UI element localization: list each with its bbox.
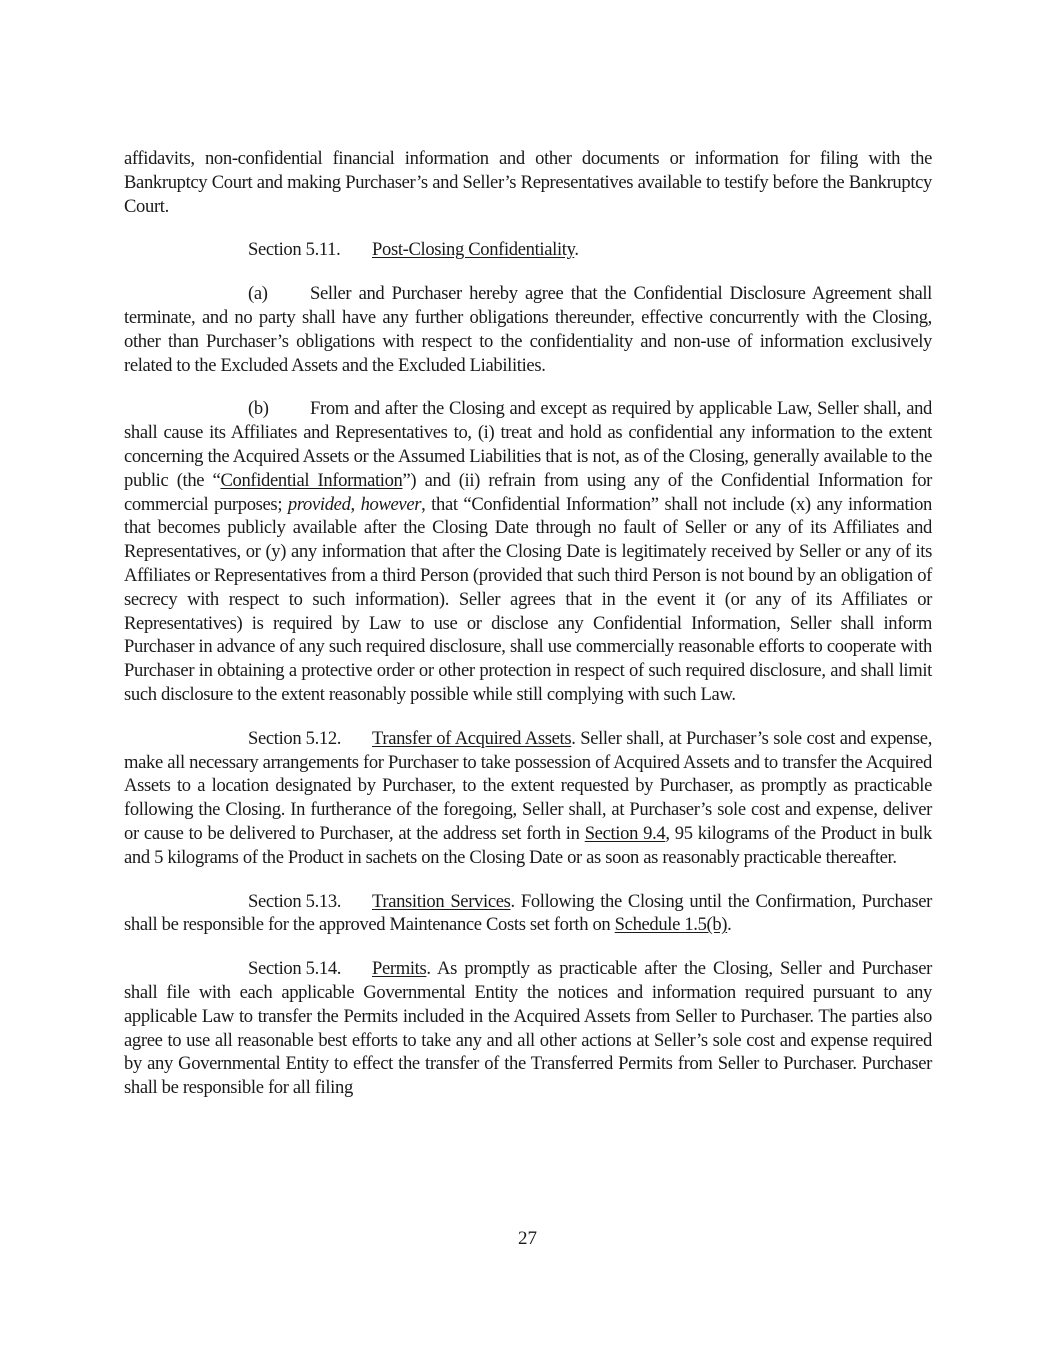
section-title: Transition Services bbox=[372, 890, 511, 912]
section-title: Post-Closing Confidentiality bbox=[372, 239, 575, 261]
clause-text: ”) and (ii) refrain from using any of the Confidential Information for commercial purposes; bbox=[124, 469, 932, 515]
schedule-reference-link[interactable]: Schedule 1.5(b) bbox=[614, 914, 728, 936]
section-title: Transfer of Acquired Assets bbox=[372, 727, 572, 749]
clause-text: , that “Confidential Information” shall not include (x) any information that becomes publicly available after the Closing Date through no fault of Seller or any of its Affiliates and Representatives, or (y) any information that after the Closing Date is legitimately received by Seller or any of its Affiliates or Representatives from a third Person (provided that such third Person is not bound by an obligation of secrecy with respect to such information). Seller agrees that in the event it (or any of its Affiliates or Representatives) is required by Law to use or disclose any Confidential Information, Seller shall inform Purchaser in advance of any such required disclosure, shall use commercially reasonable efforts to cooperate with Purchaser in obtaining a protective order or other protection in respect of such required disclosure, and shall limit such disclosure to the extent reasonably possible while still complying with such Law. bbox=[124, 493, 932, 705]
document-page bbox=[124, 147, 932, 1100]
section-text: , 95 kilograms of the Product in bulk and 5 kilograms of the Product in sachets on the Closing Date or as soon as reasonably practicable thereafter. bbox=[124, 822, 932, 868]
section-5-13 bbox=[124, 890, 932, 938]
defined-term: Confidential Information bbox=[220, 469, 403, 491]
section-5-11-b bbox=[124, 397, 932, 706]
section-5-11-heading bbox=[124, 238, 932, 262]
italic-term: provided bbox=[287, 493, 351, 515]
clause-label: (b) bbox=[248, 398, 269, 420]
clause-text: Seller and Purchaser hereby agree that the Confidential Disclosure Agreement shall terminate, and no party shall have any further obligations thereunder, effective concurrently with the Closing, other than Purchaser’s obligations with respect to the confidentiality and non-use of information exclusively related to the Excluded Assets and the Excluded Liabilities. bbox=[124, 283, 932, 376]
punctuation: . bbox=[574, 239, 579, 261]
italic-term: however bbox=[360, 493, 422, 515]
section-number: Section 5.12. bbox=[248, 727, 342, 749]
section-number: Section 5.13. bbox=[248, 890, 342, 912]
section-5-11-a bbox=[124, 282, 932, 377]
page-number: 27 bbox=[518, 1228, 537, 1249]
punctuation: . bbox=[727, 914, 732, 936]
clause-text: From and after the Closing and except as required by applicable Law, Seller shall, and shall cause its Affiliates and Representatives to, (i) treat and hold as confidential any information to the extent concerning the Acquired Assets or the Assumed Liabilities that is not, as of the Closing, generally available to the public (the “ bbox=[124, 398, 932, 491]
continuation-paragraph: affidavits, non-confidential financial information and other documents or information for filing with the Bankruptcy Court and making Purchaser’s and Seller’s Representatives available to testify before the Bankruptcy Court. bbox=[124, 148, 932, 217]
section-text: . Seller shall, at Purchaser’s sole cost and expense, make all necessary arrangements for Purchaser to take possession of Acquired Assets and to transfer the Acquired Assets to a location designated by Purchaser, to the extent requested by Purchaser, as promptly as practicable following the Closing. In furtherance of the foregoing, Seller shall, at Purchaser’s sole cost and expense, deliver or cause to be delivered to Purchaser, at the address set forth in bbox=[124, 727, 932, 844]
clause-label: (a) bbox=[248, 283, 268, 305]
section-text: . As promptly as practicable after the Closing, Seller and Purchaser shall file with each applicable Governmental Entity the notices and information required pursuant to any applicable Law to transfer the Permits included in the Acquired Assets from Seller to Purchaser. The parties also agree to use all reasonable best efforts to take any and all other actions at Seller’s sole cost and expense required by any Governmental Entity to effect the transfer of the Transferred Permits from Seller to Purchaser. Purchaser shall be responsible for all filing bbox=[124, 958, 932, 1099]
section-title: Permits bbox=[372, 958, 427, 980]
section-text: . Following the Closing until the Confirmation, Purchaser shall be responsible for the approved Maintenance Costs set forth on bbox=[124, 890, 932, 936]
section-number: Section 5.11. bbox=[248, 239, 341, 261]
section-5-12 bbox=[124, 727, 932, 870]
punctuation: , bbox=[350, 493, 361, 515]
cross-reference-link[interactable]: Section 9.4 bbox=[584, 822, 666, 844]
section-number: Section 5.14. bbox=[248, 958, 342, 980]
section-5-14 bbox=[124, 957, 932, 1100]
